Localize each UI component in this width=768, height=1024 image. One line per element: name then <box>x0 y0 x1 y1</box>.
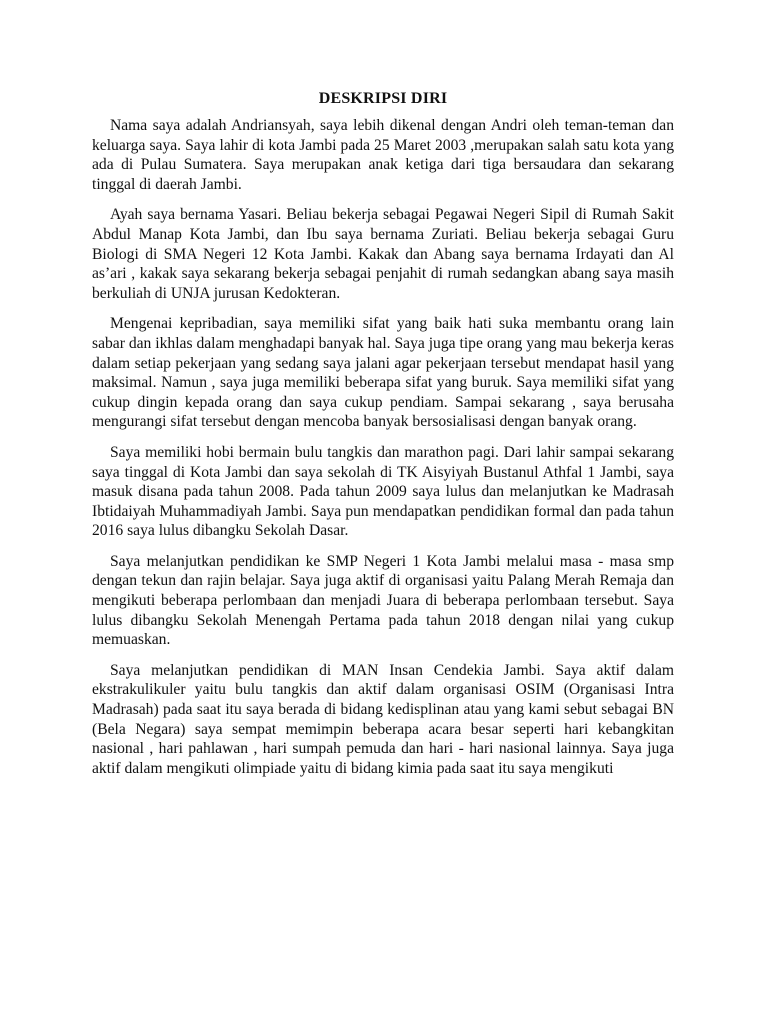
paragraph-hobby-primary-education: Saya memiliki hobi bermain bulu tangkis dan marathon pagi. Dari lahir sampai sekarang saya tinggal di Kota Jambi dan saya sekolah di TK Aisyiyah Bustanul Athfal 1 Jambi, saya masuk disana pada tahun 2008. Pada tahun 2009 saya lulus dan melanjutkan ke Madrasah Ibtidaiyah Muhammadiyah Jambi. Saya pun mendapatkan pendidikan formal dan pada tahun 2016 saya lulus dibangku Sekolah Dasar. <box>92 443 674 540</box>
paragraph-family: Ayah saya bernama Yasari. Beliau bekerja sebagai Pegawai Negeri Sipil di Rumah Sakit Abdul Manap Kota Jambi, dan Ibu saya bernama Zuriati. Beliau bekerja sebagai Guru Biologi di SMA Negeri 12 Kota Jambi. Kakak dan Abang saya bernama Irdayati dan Al as’ari , kakak saya sekarang bekerja sebagai penjahit di rumah sedangkan abang saya masih berkuliah di UNJA jurusan Kedokteran. <box>92 206 674 302</box>
paragraph-identity: Nama saya adalah Andriansyah, saya lebih dikenal dengan Andri oleh teman-teman dan keluarga saya. Saya lahir di kota Jambi pada 25 Maret 2003 ,merupakan salah satu kota yang ada di Pulau Sumatera. Saya merupakan anak ketiga dari tiga bersaudara dan sekarang tinggal di daerah Jambi. <box>92 117 674 193</box>
paragraph-junior-high-school: Saya melanjutkan pendidikan ke SMP Negeri 1 Kota Jambi melalui masa - masa smp dengan tekun dan rajin belajar. Saya juga aktif di organisasi yaitu Palang Merah Remaja dan mengikuti beberapa perlombaan dan menjadi Juara di beberapa perlombaan tersebut. Saya lulus dibangku Sekolah Menengah Pertama pada tahun 2018 dengan nilai yang cukup memuaskan. <box>92 552 674 649</box>
paragraph-senior-high-school: Saya melanjutkan pendidikan di MAN Insan Cendekia Jambi. Saya aktif dalam ekstrakulikuler yaitu bulu tangkis dan aktif dalam organisasi OSIM (Organisasi Intra Madrasah) pada saat itu saya berada di bidang kedisplinan atau yang kami sebut sebagai BN (Bela Negara) saya sempat memimpin beberapa acara besar seperti hari kebangkitan nasional , hari pahlawan , hari sumpah pemuda dan hari - hari nasional lainnya. Saya juga aktif dalam mengikuti olimpiade yaitu di bidang kimia pada saat itu saya mengikuti <box>92 661 674 777</box>
document-title: DESKRIPSI DIRI <box>318 90 448 107</box>
paragraph-personality: Mengenai kepribadian, saya memiliki sifat yang baik hati suka membantu orang lain sabar dan ikhlas dalam menghadapi banyak hal. Saya juga tipe orang yang mau bekerja keras dalam setiap pekerjaan yang sedang saya jalani agar pekerjaan tersebut mendapat hasil yang maksimal. Namun , saya juga memiliki beberapa sifat yang buruk. Saya memiliki sifat yang cukup dingin kepada orang dan saya cukup pendiam. Sampai sekarang , saya berusaha mengurangi sifat tersebut dengan mencoba banyak bersosialisasi dengan banyak orang. <box>92 315 674 431</box>
